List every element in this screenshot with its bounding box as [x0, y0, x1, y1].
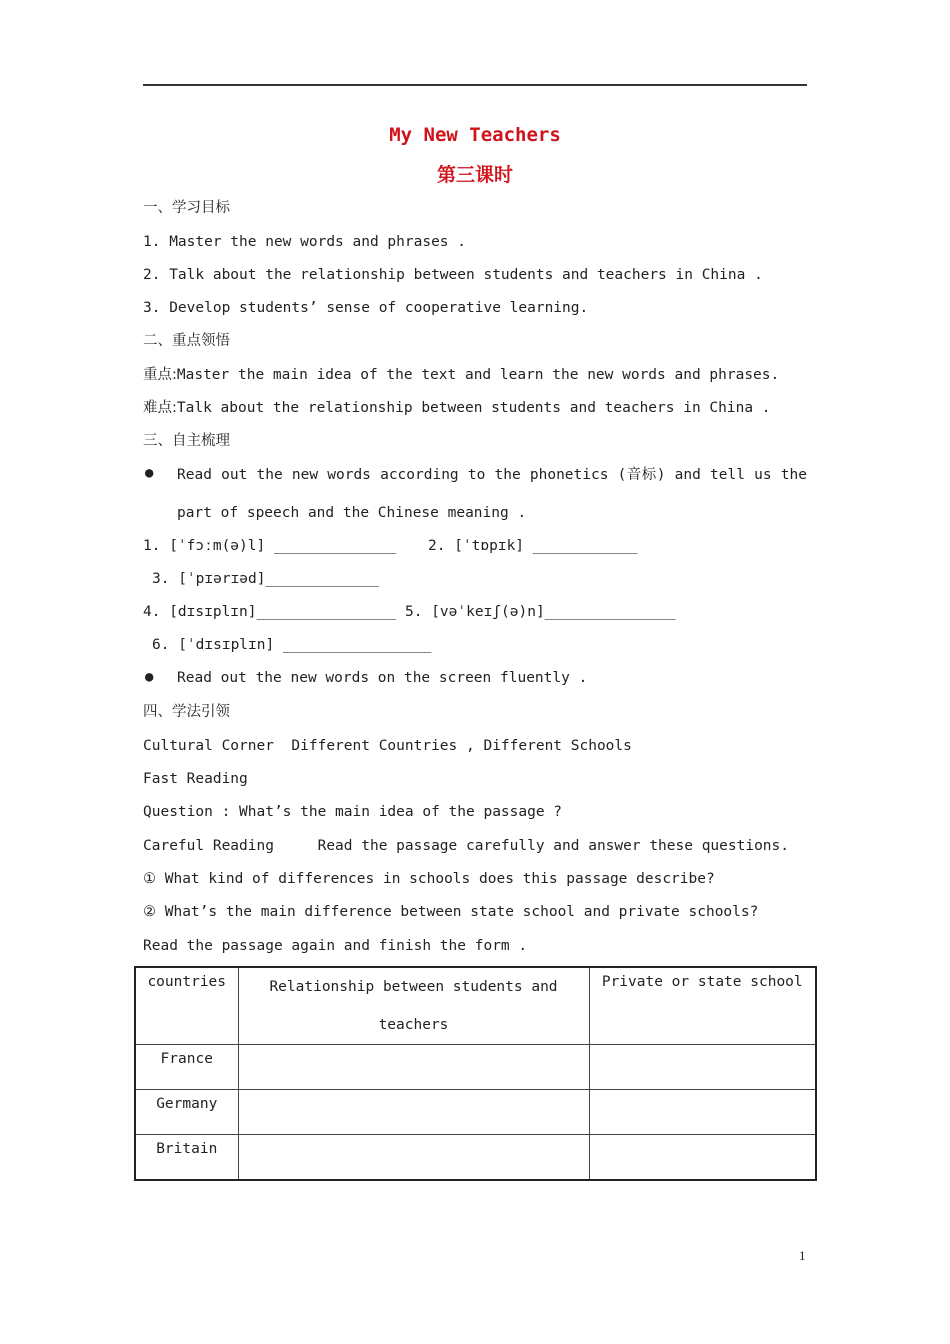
bullet1-line2: part of speech and the Chinese meaning . — [177, 505, 527, 521]
objective-1: 1. Master the new words and phrases . — [143, 234, 467, 250]
answer-cell[interactable] — [238, 1045, 589, 1090]
bullet1-line1: Read out the new words according to the phonetics (音标) and tell us the — [177, 467, 807, 483]
key-point-label: 重点: — [143, 367, 177, 383]
phonetic-5: 5. [vəˈkeɪʃ(ə)n]_______________ — [405, 604, 676, 620]
section2-heading: 二、重点领悟 — [143, 333, 230, 349]
main-idea-question: Question : What’s the main idea of the passage ? — [143, 804, 563, 820]
bullet-icon: ● — [145, 669, 154, 685]
bullet2-text: Read out the new words on the screen fluently . — [177, 670, 588, 686]
section3-heading: 三、自主梳理 — [143, 433, 230, 449]
fast-reading: Fast Reading — [143, 771, 248, 787]
difficult-point-label: 难点: — [143, 400, 177, 416]
phonetic-3: 3. [ˈpɪərɪəd]_____________ — [152, 571, 379, 587]
table-row — [135, 1045, 816, 1090]
header-rule — [143, 84, 807, 86]
answer-cell[interactable] — [589, 1090, 816, 1135]
careful-reading: Careful Reading Read the passage carefully and answer these questions. — [143, 838, 790, 854]
objective-3: 3. Develop students’ sense of cooperative learning. — [143, 300, 589, 316]
question-1: ① What kind of differences in schools does this passage describe? — [143, 871, 715, 887]
table-header-cell: countries — [135, 967, 238, 1045]
country-cell: France — [135, 1045, 238, 1090]
table-header-cell: Relationship between students and teachers — [238, 967, 589, 1045]
bullet-icon: ● — [145, 465, 154, 481]
key-point — [143, 365, 779, 385]
key-point-text: Master the main idea of the text and learn the new words and phrases. — [176, 367, 780, 383]
phonetic-6: 6. [ˈdɪsɪplɪn] _________________ — [152, 637, 432, 653]
cultural-corner: Cultural Corner Different Countries , Different Schools — [143, 738, 632, 754]
difficult-point — [143, 398, 771, 418]
answer-cell[interactable] — [238, 1135, 589, 1181]
objective-2: 2. Talk about the relationship between students and teachers in China . — [143, 267, 763, 283]
form-instruction: Read the passage again and finish the form . — [143, 938, 528, 954]
question-2: ② What’s the main difference between state school and private schools? — [143, 904, 759, 920]
phonetic-2: 2. [ˈtɒpɪk] ____________ — [428, 538, 638, 554]
section4-heading: 四、学法引领 — [143, 704, 230, 720]
answer-cell[interactable] — [589, 1135, 816, 1181]
table-header-row — [135, 967, 816, 1045]
comparison-table — [134, 966, 817, 1181]
table-row — [135, 1135, 816, 1181]
country-cell: Germany — [135, 1090, 238, 1135]
table-header-cell: Private or state school — [589, 967, 816, 1045]
lesson-title: My New Teachers — [389, 124, 561, 146]
answer-cell[interactable] — [238, 1090, 589, 1135]
answer-cell[interactable] — [589, 1045, 816, 1090]
difficult-point-text: Talk about the relationship between students and teachers in China . — [176, 400, 771, 416]
section1-heading: 一、学习目标 — [143, 200, 230, 216]
lesson-subtitle: 第三课时 — [436, 164, 513, 186]
phonetic-4: 4. [dɪsɪplɪn]________________ — [143, 604, 397, 620]
page-number: 1 — [799, 1248, 806, 1263]
table-row — [135, 1090, 816, 1135]
country-cell: Britain — [135, 1135, 238, 1181]
phonetic-1: 1. [ˈfɔːm(ə)l] ______________ — [143, 538, 397, 554]
